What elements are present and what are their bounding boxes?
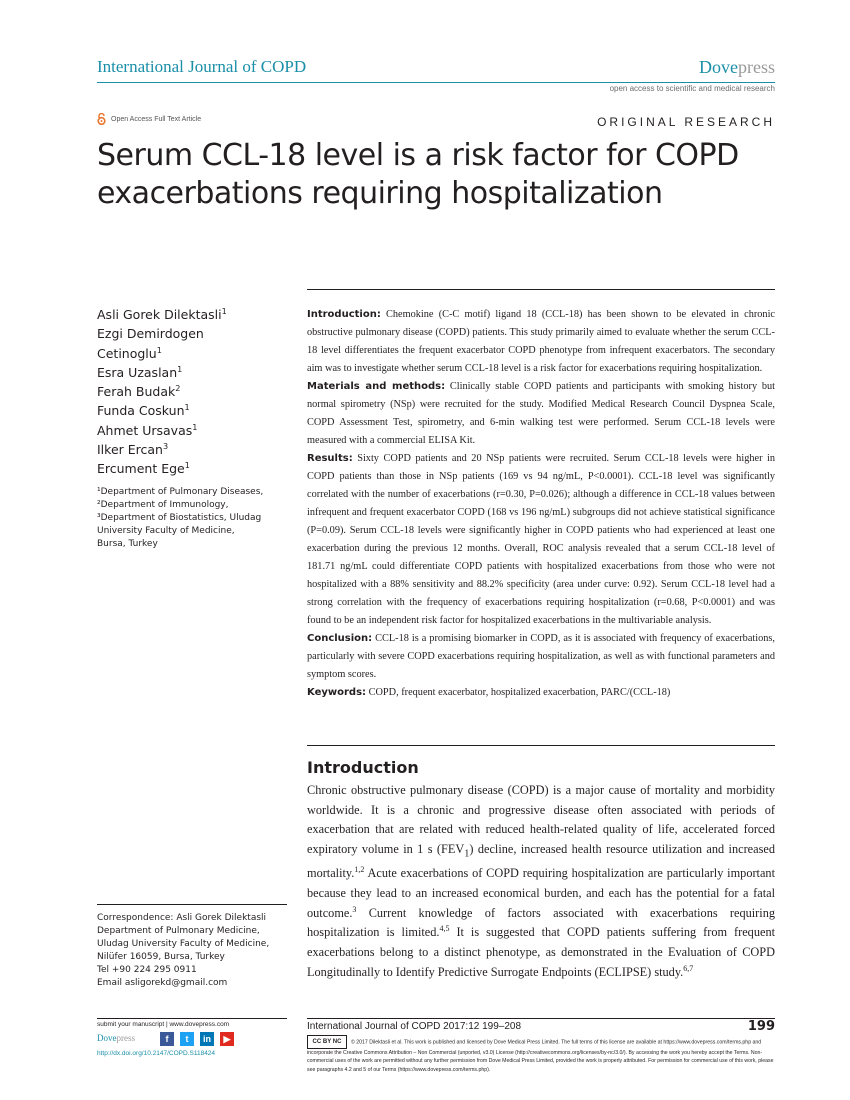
- abstract-bottom-rule: [307, 745, 775, 746]
- correspondence-line: Correspondence: Asli Gorek Dilektasli: [97, 913, 267, 923]
- correspondence-rule: [97, 904, 287, 905]
- header-divider: [97, 82, 775, 83]
- author: Asli Gorek Dilektasli$^1$: [97, 305, 227, 322]
- author-list: [97, 305, 287, 479]
- title-line-2: exacerbations requiring hospitalization: [97, 176, 663, 211]
- abstract-conclusion: Conclusion: CCL-18 is a promising biomarker in COPD, as it is associated with frequency of exacerbations, particularly with severe COPD exacerbations requiring hospitalization, as well as with functional parameters and symptom scores.: [307, 633, 775, 680]
- facebook-icon[interactable]: f: [160, 1032, 174, 1046]
- footer-rule-right: [307, 1018, 775, 1019]
- affiliation-line: Bursa, Turkey: [97, 539, 158, 549]
- author: Ilker Ercan$^3$: [97, 440, 169, 458]
- open-access-icon: [97, 113, 106, 125]
- author: Ferah Budak$^2$: [97, 383, 181, 400]
- social-links: [160, 1032, 234, 1046]
- abstract-top-rule: [307, 289, 775, 290]
- correspondence-line: Tel +90 224 295 0911: [97, 965, 197, 975]
- brand-part2: press: [738, 57, 775, 77]
- submit-manuscript-link[interactable]: submit your manuscript | www.dovepress.com: [97, 1021, 230, 1028]
- title-line-1: Serum CCL-18 level is a risk factor for COPD: [97, 138, 739, 173]
- affiliation-line: University Faculty of Medicine,: [97, 526, 235, 536]
- correspondence-email[interactable]: Email asligorekd@gmail.com: [97, 978, 228, 988]
- open-access-label: [97, 113, 201, 125]
- author: Funda Coskun$^1$: [97, 402, 190, 419]
- correspondence-line: Nilüfer 16059, Bursa, Turkey: [97, 952, 225, 962]
- affiliation-line: ³Department of Biostatistics, Uludag: [97, 513, 262, 523]
- youtube-icon[interactable]: ▶: [220, 1032, 234, 1046]
- correspondence-line: Department of Pulmonary Medicine,: [97, 926, 260, 936]
- affiliation-line: ²Department of Immunology,: [97, 500, 229, 510]
- abstract-results: Results: Sixty COPD patients and 20 NSp patients were recruited. Serum CCL-18 levels were higher in COPD patients than those in NSp patients (169 vs 94 ng/mL, P<0.0001). CCL-18 level was significantly correlated with the number of exacerbations (r=0.30, P=0.026); although a difference in CCL-18 values between infrequent and frequent exacerbator COPD (168 vs 196 ng/mL) subgroups did not achieve statistical significance (P=0.09). Serum CCL-18 levels were significantly higher in COPD patients who had experienced at least one exacerbation during the previous 12 months. Overall, ROC analysis revealed that a serum CCL-18 level of 181.71 ng/mL could differentiate COPD patients with hospitalized exacerbations from those who were not hospitalized with a 88% sensitivity and 88.2% specificity (area under curve: 0.92). Serum CCL-18 level had a strong correlation with the frequency of exacerbations requiring hospitalization (r=0.68, P<0.0001) and was found to be an independent risk factor for hospitalized exacerbations in the multivariable analysis.: [307, 453, 775, 626]
- author: Ahmet Ursavas$^1$: [97, 421, 198, 438]
- article-title: [97, 137, 787, 213]
- publisher-logo[interactable]: [699, 57, 775, 78]
- twitter-icon[interactable]: t: [180, 1032, 194, 1046]
- author: Ezgi Demirdogen: [97, 326, 204, 342]
- introduction-heading: Introduction: [307, 758, 419, 777]
- license-text: CC BY NC © 2017 Dilektasli et al. This work is published and licensed by Dove Medical Press Limited. The full terms of this license are available at https://www.dovepress.com/terms.php and incorporate the Creative Commons Attribution – Non Commercial (unported, v3.0) License (http://creativecommons.org/licenses/by-nc/3.0/). By accessing the work you hereby accept the Terms. Non-commercial uses of the work are permitted without any further permission from Dove Medical Press Limited, provided the work is properly attributed. For permission for commercial use of this work, please see paragraphs 4.2 and 5 of our Terms (https://www.dovepress.com/terms.php).: [307, 1035, 775, 1074]
- publisher-tagline: open access to scientific and medical research: [609, 84, 775, 93]
- footer-rule-left: [97, 1018, 287, 1019]
- author: Esra Uzaslan$^1$: [97, 363, 183, 380]
- abstract: [307, 306, 775, 702]
- author: Ercument Ege$^1$: [97, 460, 190, 477]
- journal-name: International Journal of COPD: [97, 57, 307, 76]
- affiliations: [97, 486, 297, 551]
- correspondence: [97, 912, 297, 990]
- introduction-body: [307, 781, 775, 982]
- doi-link[interactable]: http://dx.doi.org/10.2147/COPD.S118424: [97, 1050, 216, 1057]
- article-section: ORIGINAL RESEARCH: [597, 115, 775, 129]
- abstract-keywords: Keywords: COPD, frequent exacerbator, hospitalized exacerbation, PARC/(CCL-18): [307, 687, 671, 698]
- journal-citation: International Journal of COPD 2017:12 199–208: [307, 1021, 522, 1032]
- introduction-paragraph: Chronic obstructive pulmonary disease (COPD) is a major cause of mortality and morbidity worldwide. It is a chronic and progressive disease often associated with periods of exacerbation that are related with reduced health-related quality of life, accelerated forced expiratory volume in 1 s $(FEV_1)$ decline, increased health resource utilization and increased mortality.$^{1,2}$ Acute exacerbations of COPD requiring hospitalization are particularly important because they lead to an increased economical burden, and each has the potential for a fatal outcome.$^3$ Current knowledge of factors associated with exacerbations requiring hospitalization is limited.$^{4,5}$ It is suggested that COPD patients suffering from frequent exacerbations belong to a distinct phenotype, as demonstrated in the Evaluation of COPD Longitudinally to Identify Predictive Surrogate Endpoints (ECLIPSE) study.$^{6,7}$: [307, 783, 776, 979]
- open-access-text: Open Access Full Text Article: [111, 115, 202, 123]
- abstract-introduction: Introduction: Chemokine (C-C motif) ligand 18 (CCL-18) has been shown to be elevated in chronic obstructive pulmonary disease (COPD) patients. This study primarily aimed to evaluate whether the serum CCL-18 level differentiates the frequent exacerbator COPD phenotype from infrequent exacerbators. The secondary aim was to investigate whether serum CCL-18 level is a risk factor for exacerbations requiring hospitalization.: [307, 309, 775, 374]
- page-number: 199: [747, 1019, 775, 1034]
- author: Cetinoglu$^1$: [97, 344, 162, 361]
- footer-publisher-logo[interactable]: Dovepress: [97, 1033, 135, 1043]
- affiliation-line: ¹Department of Pulmonary Diseases,: [97, 487, 264, 497]
- correspondence-line: Uludag University Faculty of Medicine,: [97, 939, 270, 949]
- abstract-methods: Materials and methods: Clinically stable COPD patients and participants with smoking history but normal spirometry (NSp) were recruited for the study. Modified Medical Research Council Dyspnea Scale, COPD Assessment Test, spirometry, and 6-min walking test were performed. Serum CCL-18 levels were measured with a commercial ELISA Kit.: [307, 381, 775, 446]
- brand-part1: Dove: [699, 57, 738, 77]
- linkedin-icon[interactable]: in: [200, 1032, 214, 1046]
- creative-commons-icon[interactable]: CC BY NC: [307, 1035, 347, 1049]
